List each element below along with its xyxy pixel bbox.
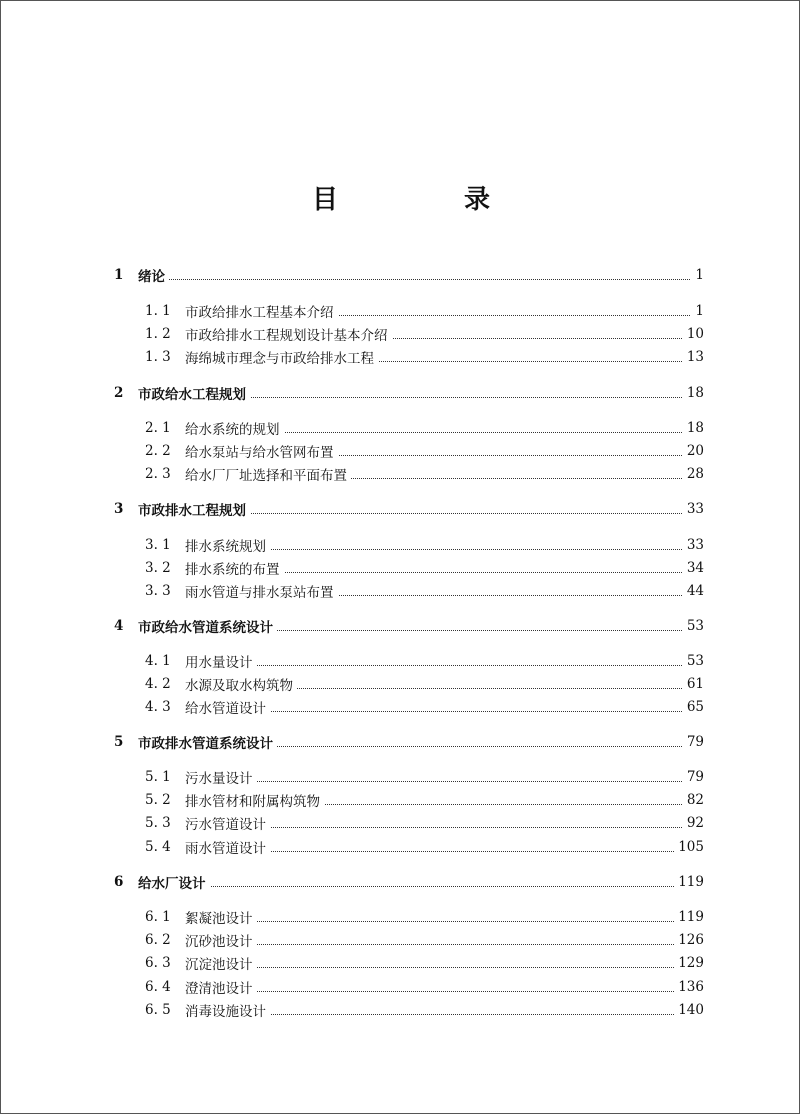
toc-page-number: 53 (683, 653, 704, 669)
toc-section-row[interactable] (1, 906, 800, 928)
toc-number: 3. 2 (145, 560, 171, 576)
toc-page-number: 13 (683, 349, 704, 365)
toc-title: 绪论 (138, 265, 169, 285)
toc-number: 6. 3 (145, 955, 171, 971)
toc-title: 澄清池设计 (185, 977, 257, 997)
toc-page-number: 61 (683, 676, 704, 692)
toc-page-number: 34 (683, 560, 704, 576)
toc-section-row[interactable] (1, 952, 800, 974)
toc-title: 用水量设计 (185, 651, 257, 671)
toc-title: 排水管材和附属构筑物 (185, 790, 324, 810)
toc-section-row[interactable] (1, 534, 800, 556)
toc-title: 市政排水管道系统设计 (138, 732, 277, 752)
toc-title: 水源及取水构筑物 (185, 674, 297, 694)
toc-number: 3. 3 (145, 583, 171, 599)
toc-chapter-row[interactable] (1, 382, 800, 404)
toc-number: 4. 1 (145, 653, 171, 669)
toc-page-number: 79 (683, 769, 704, 785)
toc-title: 消毒设施设计 (185, 1000, 270, 1020)
toc-title: 市政给排水工程规划设计基本介绍 (185, 324, 392, 344)
toc-page-number: 129 (674, 955, 704, 971)
toc-number: 4. 2 (145, 676, 171, 692)
toc-page-number: 140 (674, 1002, 704, 1018)
toc-title: 污水量设计 (185, 767, 257, 787)
toc-section-row[interactable] (1, 766, 800, 788)
toc-chapter-row[interactable] (1, 731, 800, 753)
dot-leader (138, 885, 704, 887)
toc-number: 3. 1 (145, 537, 171, 553)
dot-leader (185, 943, 704, 945)
toc-number: 3 (114, 501, 124, 517)
toc-section-row[interactable] (1, 836, 800, 858)
toc-number: 1. 1 (145, 303, 171, 319)
toc-number: 2. 2 (145, 443, 171, 459)
toc-section-row[interactable] (1, 929, 800, 951)
dot-leader (185, 990, 704, 992)
toc-number: 5. 1 (145, 769, 171, 785)
toc-title: 沉砂池设计 (185, 930, 257, 950)
toc-title: 雨水管道与排水泵站布置 (185, 581, 338, 601)
toc-page-number: 1 (691, 267, 704, 283)
page-title: 目 录 (311, 185, 540, 215)
toc-number: 5. 3 (145, 815, 171, 831)
dot-leader (185, 664, 704, 666)
toc-title: 沉淀池设计 (185, 953, 257, 973)
toc-section-row[interactable] (1, 999, 800, 1021)
dot-leader (185, 920, 704, 922)
toc-title: 给水系统的规划 (185, 418, 284, 438)
toc-page-number: 119 (674, 874, 704, 890)
toc-section-row[interactable] (1, 580, 800, 602)
toc-page-number: 136 (674, 979, 704, 995)
toc-title: 污水管道设计 (185, 813, 270, 833)
toc-page-number: 20 (683, 443, 704, 459)
toc-section-row[interactable] (1, 323, 800, 345)
toc-title: 市政给排水工程基本介绍 (185, 301, 338, 321)
toc-page-number: 92 (683, 815, 704, 831)
toc-title: 给水厂设计 (138, 872, 210, 892)
toc-section-row[interactable] (1, 346, 800, 368)
toc-section-row[interactable] (1, 696, 800, 718)
toc-page-number: 65 (683, 699, 704, 715)
toc-section-row[interactable] (1, 557, 800, 579)
toc-number: 1. 3 (145, 349, 171, 365)
toc-section-row[interactable] (1, 463, 800, 485)
dot-leader (185, 966, 704, 968)
toc-number: 6 (114, 874, 124, 890)
toc-number: 1. 2 (145, 326, 171, 342)
toc-number: 6. 5 (145, 1002, 171, 1018)
toc-title: 排水系统的布置 (185, 558, 284, 578)
toc-number: 2. 3 (145, 466, 171, 482)
toc-number: 4. 3 (145, 699, 171, 715)
toc-section-row[interactable] (1, 300, 800, 322)
toc-number: 5. 4 (145, 839, 171, 855)
toc-page-number: 33 (683, 537, 704, 553)
toc-page-number: 18 (683, 385, 704, 401)
toc-number: 4 (114, 618, 124, 634)
toc-title: 排水系统规划 (185, 535, 270, 555)
toc-page-number: 105 (674, 839, 704, 855)
toc-title: 絮凝池设计 (185, 907, 257, 927)
toc-page-number: 18 (683, 420, 704, 436)
toc-title: 给水管道设计 (185, 697, 270, 717)
toc-number: 6. 2 (145, 932, 171, 948)
dot-leader (185, 780, 704, 782)
toc-chapter-row[interactable] (1, 871, 800, 893)
toc-page-number: 44 (683, 583, 704, 599)
toc-title: 给水厂厂址选择和平面布置 (185, 464, 351, 484)
toc-chapter-row[interactable] (1, 615, 800, 637)
toc-number: 2 (114, 385, 124, 401)
toc-chapter-row[interactable] (1, 498, 800, 520)
toc-page-number: 28 (683, 466, 704, 482)
toc-number: 2. 1 (145, 420, 171, 436)
toc-title: 给水泵站与给水管网布置 (185, 441, 338, 461)
toc-page-number: 119 (674, 909, 704, 925)
toc-page-number: 53 (683, 618, 704, 634)
toc-title: 市政给水工程规划 (138, 383, 250, 403)
toc-number: 6. 1 (145, 909, 171, 925)
toc-number: 6. 4 (145, 979, 171, 995)
toc-page-number: 33 (683, 501, 704, 517)
toc-section-row[interactable] (1, 976, 800, 998)
toc-section-row[interactable] (1, 650, 800, 672)
toc-section-row[interactable] (1, 673, 800, 695)
dot-leader (138, 278, 704, 280)
toc-title: 海绵城市理念与市政给排水工程 (185, 347, 378, 367)
toc-page-number: 10 (683, 326, 704, 342)
toc-page-number: 126 (674, 932, 704, 948)
toc-title: 市政排水工程规划 (138, 499, 250, 519)
toc-page-number: 82 (683, 792, 704, 808)
toc-section-row[interactable] (1, 440, 800, 462)
toc-title: 市政给水管道系统设计 (138, 616, 277, 636)
toc-section-row[interactable] (1, 417, 800, 439)
toc-page-number: 1 (691, 303, 704, 319)
toc-number: 1 (114, 267, 124, 283)
toc-title: 雨水管道设计 (185, 837, 270, 857)
toc-number: 5 (114, 734, 124, 750)
toc-number: 5. 2 (145, 792, 171, 808)
toc-section-row[interactable] (1, 789, 800, 811)
toc-page-number: 79 (683, 734, 704, 750)
toc-chapter-row[interactable] (1, 264, 800, 286)
toc-section-row[interactable] (1, 812, 800, 834)
